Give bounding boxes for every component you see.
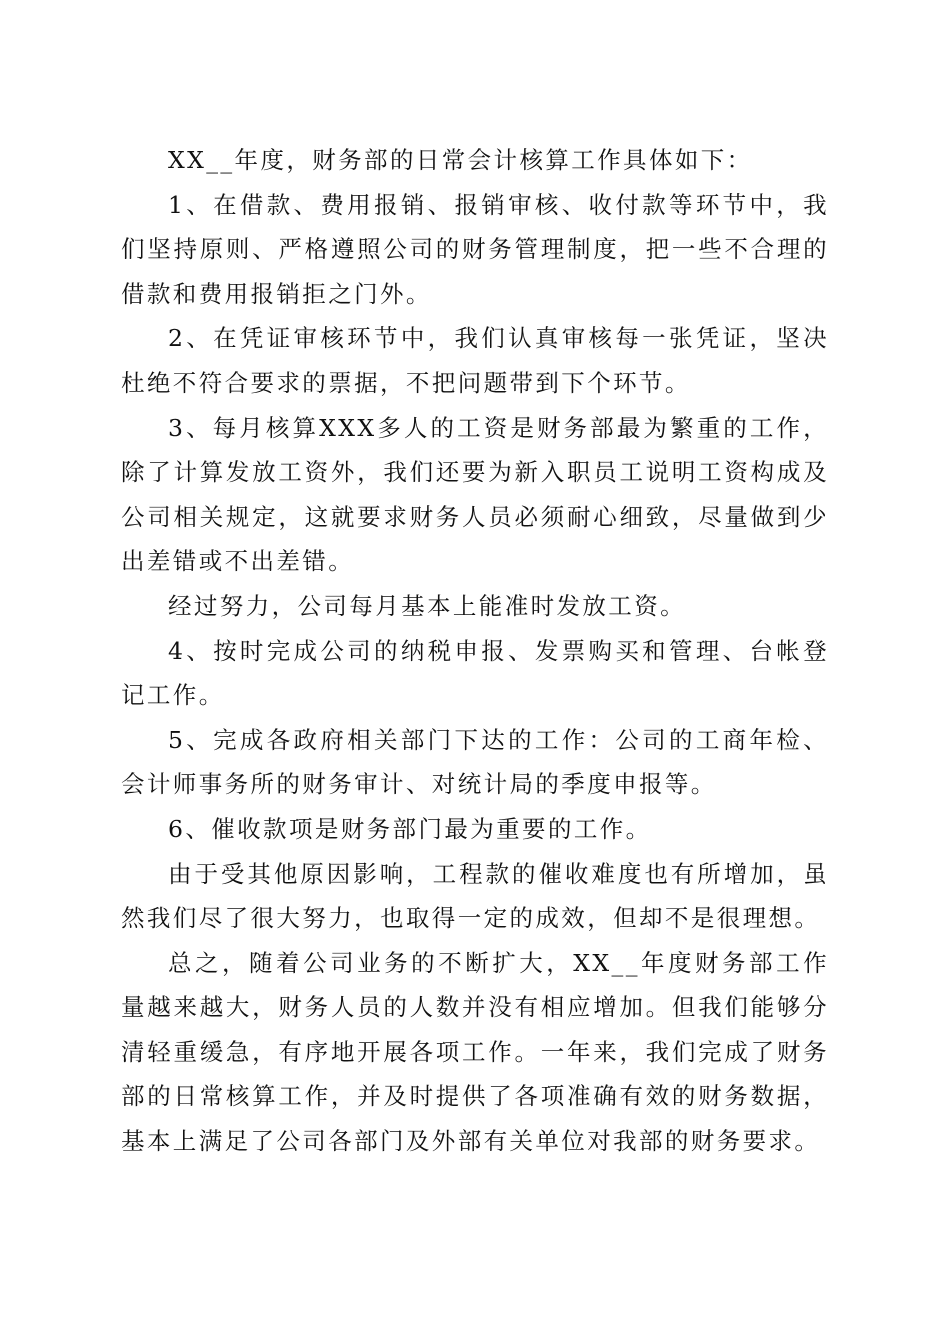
paragraph-item-6: 6、催收款项是财务部门最为重要的工作。 [168,814,652,843]
paragraph-collection-note: 由于受其他原因影响，工程款的催收难度也有所增加，虽然我们尽了很大努力，也取得一定的成效，但却不是很理想。 [121,859,829,933]
paragraph-intro: XX__年度，财务部的日常会计核算工作具体如下： [168,146,753,174]
paragraph-salary-result: 经过努力，公司每月基本上能准时发放工资。 [168,591,686,620]
paragraph-item-3: 3、每月核算XXX多人的工资是财务部最为繁重的工作，除了计算发放工资外，我们还要为新入职员工说明工资构成及公司相关规定，这就要求财务人员必须耐心细致，尽量做到少出差错或不出差错。 [121,413,829,576]
paragraph-item-5: 5、完成各政府相关部门下达的工作：公司的工商年检、会计师事务所的财务审计、对统计局的季度申报等。 [121,725,829,799]
paragraph-item-1: 1、在借款、费用报销、报销审核、收付款等环节中，我们坚持原则、严格遵照公司的财务管理制度，把一些不合理的借款和费用报销拒之门外。 [121,190,829,308]
document-body [121,138,829,1164]
paragraph-item-4: 4、按时完成公司的纳税申报、发票购买和管理、台帐登记工作。 [121,636,829,710]
paragraph-item-2: 2、在凭证审核环节中，我们认真审核每一张凭证，坚决杜绝不符合要求的票据，不把问题带到下个环节。 [121,324,829,397]
paragraph-summary: 总之，随着公司业务的不断扩大，XX__年度财务部工作量越来越大，财务人员的人数并没有相应增加。但我们能够分清轻重缓急，有序地开展各项工作。一年来，我们完成了财务部的日常核算工作，并及时提供了各项准确有效的财务数据，基本上满足了公司各部门及外部有关单位对我部的财务要求。 [121,948,829,1156]
